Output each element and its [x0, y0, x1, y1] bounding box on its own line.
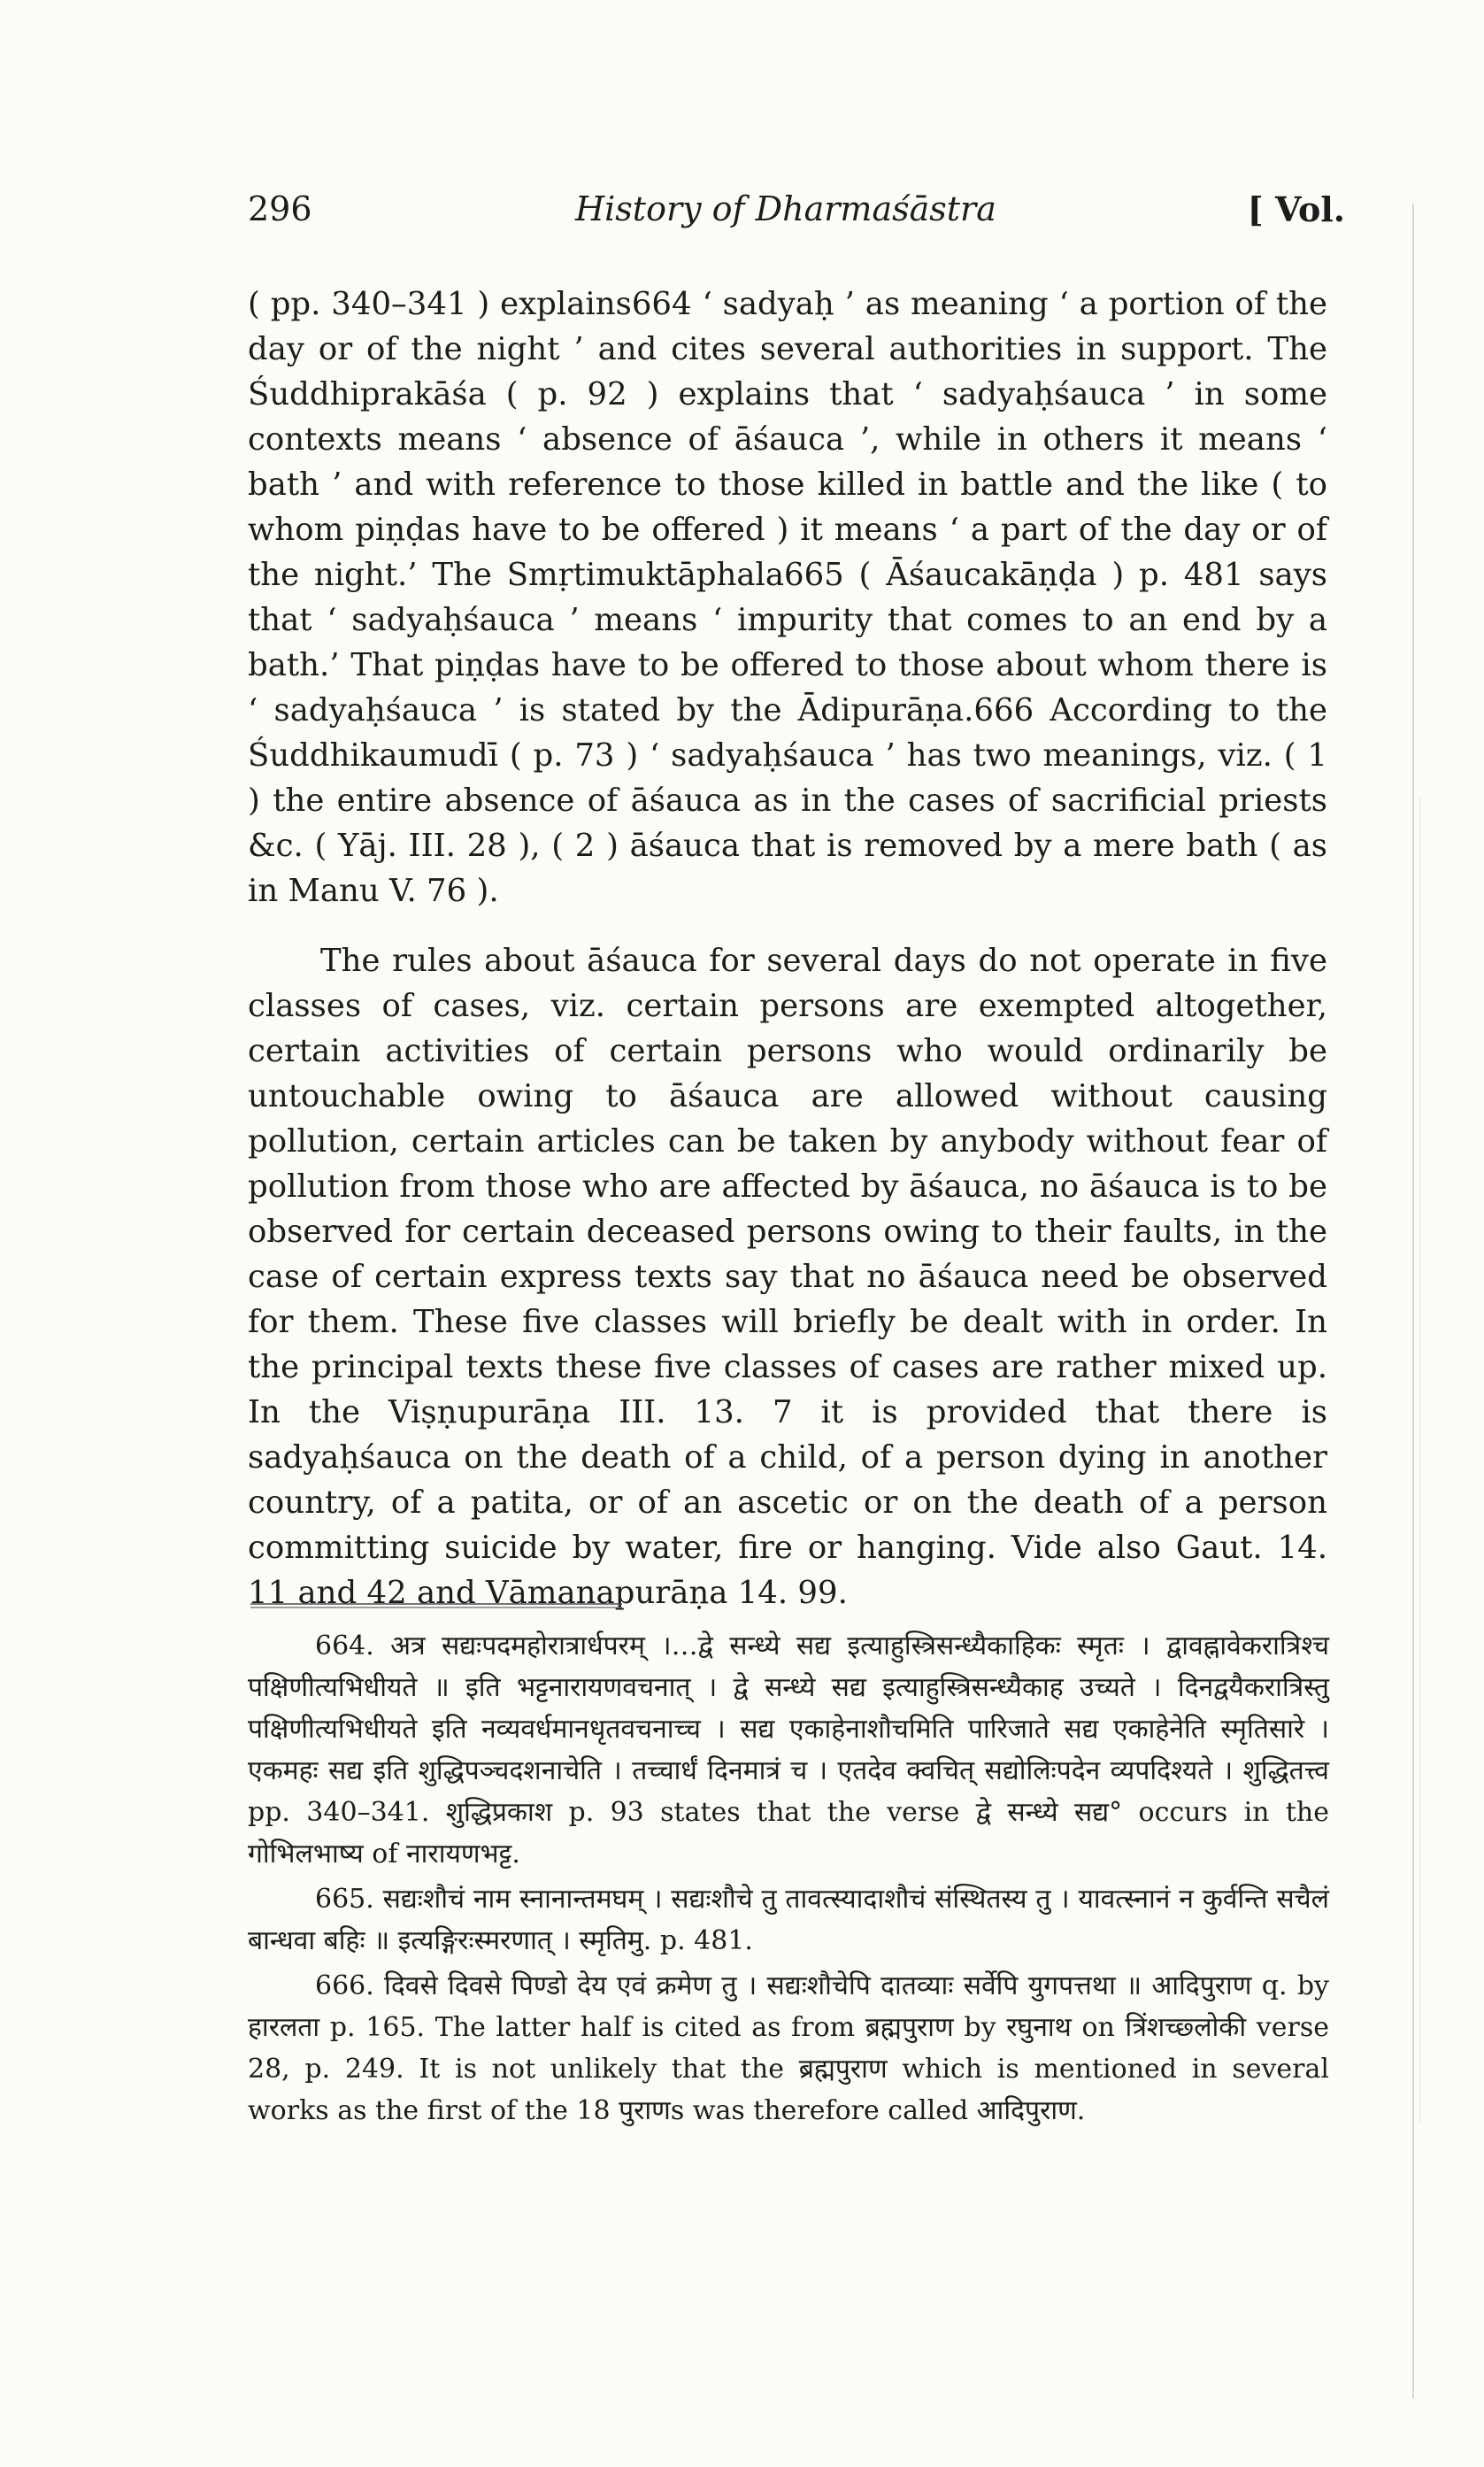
running-header — [248, 189, 1345, 243]
paragraph-exemption-classes: The rules about āśauca for several days do not operate in five classes of cases, viz. certain persons are exempted altogether, certain activities of certain persons who would ordinarily be untouchable owing to āśauca are allowed without causing pollution, certain articles can be taken by anybody without fear of pollution from those who are affected by āśauca, no āśauca is to be observed for certain deceased persons owing to their faults, in the case of certain express texts say that no āśauca need be observed for them. These five classes will briefly be dealt with in order. In the principal texts these five classes of cases are rather mixed up. In the Viṣṇupurāṇa III. 13. 7 it is provided that there is sadyaḥśauca on the death of a child, of a person dying in another country, of a patita, or of an ascetic or on the death of a person committing suicide by water, fire or hanging. Vide also Gaut. 14. 11 and 42 and Vāmanapurāṇa 14. 99. — [248, 943, 1327, 1611]
footnote-666: 666. दिवसे दिवसे पिण्डो देय एवं क्रमेण तु । सद्यःशौचेपि दातव्याः सर्वेपि युगपत्तथा ॥ आदिपुराण q. by हारलता p. 165. The latter half is cited as from ब्रह्मपुराण by रघुनाथ on त्रिंशच्छ्लोकी verse 28, p. 249. It is not unlikely that the ब्रह्मपुराण which is mentioned in several works as the first of the 18 पुराणs was therefore called आदिपुराण. — [248, 1970, 1329, 2126]
footnote-665: 665. सद्यःशौचं नाम स्नानान्तमघम् । सद्यःशौचे तु तावत्स्यादाशौचं संस्थितस्य तु । यावत्स्नानं न कुर्वन्ति सचैलं बान्धवा बहिः ॥ इत्यङ्गिरःस्मरणात् । स्मृतिमु. p. 481. — [248, 1884, 1329, 1956]
footnote-divider-rule — [250, 1602, 622, 1609]
scan-margin-line — [1412, 204, 1414, 2399]
scan-margin-line-faint — [1419, 797, 1420, 2124]
running-title: History of Dharmaśāstra — [575, 189, 996, 228]
volume-label: [ Vol. — [1247, 189, 1345, 229]
footnotes — [248, 1625, 1329, 2132]
footnote-divider — [250, 1602, 622, 1609]
footnote-664: 664. अत्र सद्यःपदमहोरात्रार्धपरम् ।…द्वे सन्ध्ये सद्य इत्याहुस्त्रिसन्ध्यैकाहिकः स्मृतः । द्वावह्नावेकरात्रिश्च पक्षिणीत्यभिधीयते ॥ इति भट्टनारायणवचनात् । द्वे सन्ध्ये सद्य इत्याहुस्त्रिसन्ध्यैकाह उच्यते । दिनद्वयैकरात्रिस्तु पक्षिणीत्यभिधीयते इति नव्यवर्धमानधृतवचनाच्च । सद्य एकाहेनाशौचमिति पारिजाते सद्य एकाहेनेति स्मृतिसारे । एकमहः सद्य इति शुद्धिपञ्चदशनाचेति । तच्चार्धं दिनमात्रं च । एतदेव क्वचित् सद्योलिःपदेन व्यपदिश्यते । शुद्धितत्त्व pp. 340–341. शुद्धिप्रकाश p. 93 states that the verse द्वे सन्ध्ये सद्य° occurs in the गोभिलभाष्य of नारायणभट्ट. — [248, 1631, 1329, 1870]
paragraph-sadyahsauca-meanings: ( pp. 340–341 ) explains664 ‘ sadyaḥ ’ as meaning ‘ a portion of the day or of the night ’ and cites several authorities in support. The Śuddhiprakāśa ( p. 92 ) explains that ‘ sadyaḥśauca ’ in some contexts means ‘ absence of āśauca ’, while in others it means ‘ bath ’ and with reference to those killed in battle and the like ( to whom piṇḍas have to be offered ) it means ‘ a part of the day or of the night.’ The Smṛtimuktāphala665 ( Āśaucakāṇḍa ) p. 481 says that ‘ sadyaḥśauca ’ means ‘ impurity that comes to an end by a bath.’ That piṇḍas have to be offered to those about whom there is ‘ sadyaḥśauca ’ is stated by the Ādipurāṇa.666 According to the Śuddhikaumudī ( p. 73 ) ‘ sadyaḥśauca ’ has two meanings, viz. ( 1 ) the entire absence of āśauca as in the cases of sacrificial priests &c. ( Yāj. III. 28 ), ( 2 ) āśauca that is removed by a mere bath ( as in Manu V. 76 ). — [248, 286, 1327, 909]
page-number: 296 — [248, 189, 312, 228]
main-text — [248, 281, 1327, 1615]
